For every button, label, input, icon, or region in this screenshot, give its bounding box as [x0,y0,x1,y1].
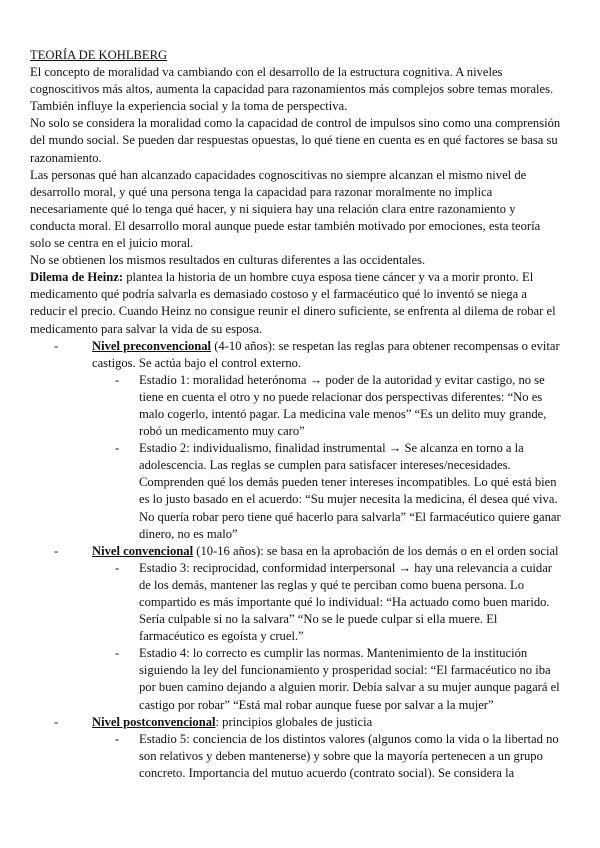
level-name: Nivel convencional [92,543,194,558]
stage-item: - Estadio 2: individualismo, finalidad instrumental → Se alcanza en torno a la adolescencia. Las reglas se cumplen para satisfacer intereses/necesidades. Comprenden qué los demás pueden tener intereses incompatibles. Lo qué está bien es lo justo basado en el acuerdo: “Su mujer necesita la medicina, él desea qué viva. No quería robar pero tiene qué hacerlo para salvarla” “El farmacéutico quiere ganar dinero, no es malo” [115,440,564,543]
paragraph-3: Las personas qué han alcanzado capacidades cognoscitivas no siempre alcanzan el mismo nivel de desarrollo moral, y qué una persona tenga la capacidad para razonar moralmente no implica necesariamente qué lo tenga qué hacer, y ni siquiera hay una relación clara entre razonamiento y conducta moral. El desarrollo moral aunque puede estar también motivado por emociones, esta teoría solo se centra en el juicio moral. [30,167,541,251]
dilemma-label: Dilema de Heinz: [30,270,124,285]
stages-list [115,731,564,782]
level-description: (4-10 años): se respetan las reglas para obtener recompensas o evitar castigos. Se actúa bajo el control externo. [92,338,560,370]
paragraph-1: El concepto de moralidad va cambiando con el desarrollo de la estructura cognitiva. A niveles cognoscitivos más altos, aumenta la capacidad para razonamientos más complejos sobre temas morales. También influye la experiencia social y la toma de perspectiva. [30,65,554,114]
level-name: Nivel preconvencional [92,338,212,353]
dilemma-text: plantea la historia de un hombre cuya esposa tiene cáncer y va a morir pronto. El medicamento qué podría salvarla es demasiado costoso y el farmacéutico qué lo inventó se niega a reducir el precio. Cuando Heinz no consigue reunir el dinero suficiente, se enfrenta al dilema de robar el medicamento para salvar la vida de su esposa. [30,270,556,336]
level-description: : principios globales de justicia [215,714,373,729]
level-conventional [30,543,564,714]
level-postconventional [30,714,564,782]
levels-list [30,338,564,782]
stage-item: - Estadio 4: lo correcto es cumplir las normas. Mantenimiento de la institución siguiendo la ley del funcionamiento y prosperidad social: “El farmacéutico no iba por buen camino dejando a alguien morir. Debía salvar a su mujer aunque pagará el castigo por robar” “Está mal robar aunque fuese por salvar a la mujer” [115,645,564,713]
level-name: Nivel postconvencional [92,714,216,729]
stages-list [115,372,564,543]
stages-list [115,560,564,714]
stage-item: - Estadio 3: reciprocidad, conformidad interpersonal → hay una relevancia a cuidar de los demás, mantener las reglas y qué te perciban como buena persona. Lo compartido es más importante qué lo individual: “Ha actuado como buen marido. Sería culpable si no la salvara” “No se le puede culpar si ella muere. El farmacéutico es egoísta y cruel.” [115,560,564,645]
stage-item: - Estadio 1: moralidad heterónoma → poder de la autoridad y evitar castigo, no se tiene en cuenta el otro y no puede relacionar dos perspectivas diferentes: “No es malo cogerlo, intentó pagar. La medicina vale menos” “Es un delito muy grande, robó un medicamento muy caro” [115,372,564,440]
stage-item: - Estadio 5: conciencia de los distintos valores (algunos como la vida o la libertad no son relativos y deben mantenerse) y sobre que la mayoría pertenecen a un grupo concreto. Importancia del mutuo acuerdo (contrato social). Se considera la [115,731,564,782]
level-description: (10-16 años): se basa en la aprobación de los demás o en el orden social [193,543,559,558]
level-preconventional [30,338,564,543]
paragraph-4: No se obtienen los mismos resultados en culturas diferentes a las occidentales. [30,253,426,268]
dilemma-paragraph [30,269,564,337]
page-title: TEORÍA DE KOHLBERG [30,48,168,62]
paragraph-2: No solo se considera la moralidad como la capacidad de control de impulsos sino como una comprensión del mundo social. Se pueden dar respuestas opuestas, lo qué tiene en cuenta es en qué factores se basa su razonamiento. [30,116,561,165]
